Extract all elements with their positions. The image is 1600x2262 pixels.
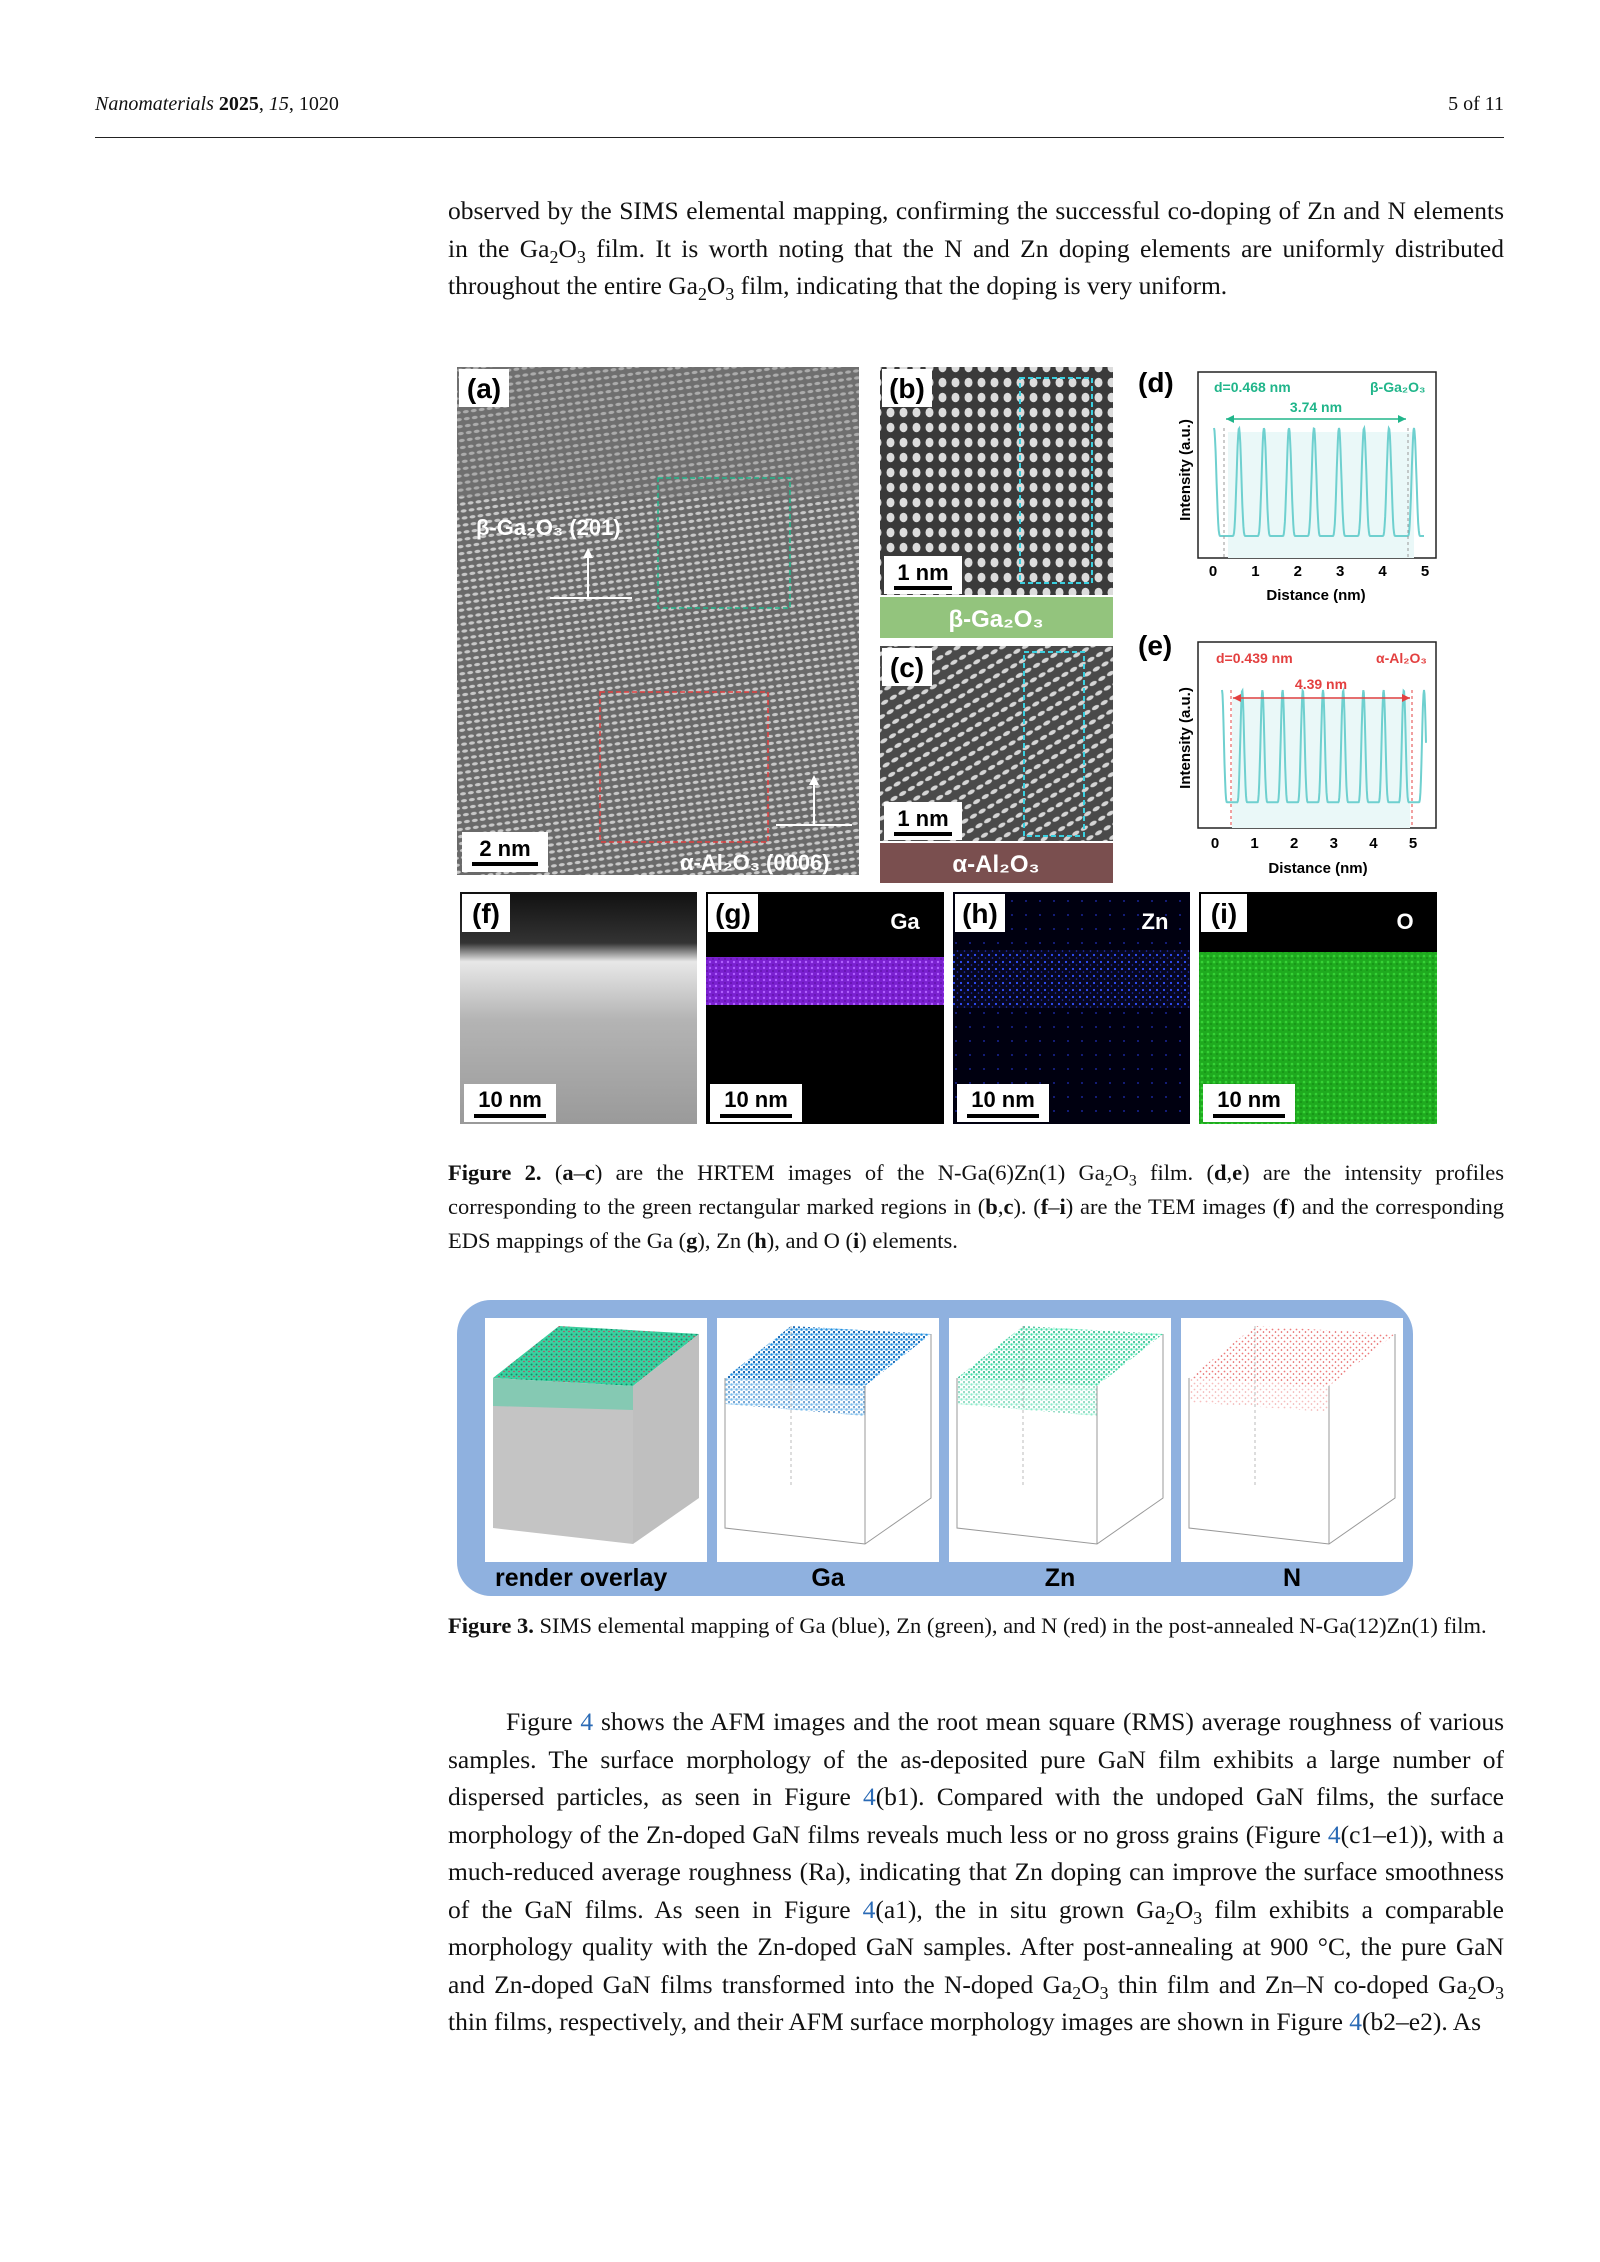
- figure-3-caption: Figure 3. SIMS elemental mapping of Ga (blue), Zn (green), and N (red) in the post-annealed N-Ga(12)Zn(1) film.: [448, 1613, 1487, 1638]
- sims-panel-n: [1181, 1318, 1403, 1592]
- panel-g-element: Ga: [890, 909, 920, 934]
- panel-i-element: O: [1396, 909, 1414, 934]
- figure-ref-link[interactable]: 4: [1349, 2007, 1363, 2036]
- panel-d-span: 3.74 nm: [1289, 399, 1343, 415]
- panel-a-hrtem: [457, 367, 859, 875]
- panel-b-scale: 1 nm: [897, 560, 949, 585]
- panel-d-tick: 0: [1208, 563, 1218, 580]
- panel-h-label: (h): [962, 898, 998, 929]
- sims-panel-zn: [949, 1318, 1171, 1592]
- panel-d-tick: 3: [1336, 563, 1345, 580]
- figure-ref-link[interactable]: 4: [1327, 1819, 1341, 1849]
- panel-c-label: (c): [889, 652, 925, 683]
- sims-label-n: N: [1282, 1564, 1302, 1592]
- figure-2-caption: Figure 2. (a–c) are the HRTEM images of the N-Ga(6)Zn(1) $Ga_2O_3$ film. (d,e) are the intensity profiles corresponding to the green rectangular marked regions in (b,c). (f–i) are the TEM images (f) and the corresponding EDS mappings of the Ga (g), Zn (h), and O (i) elements.: [448, 1160, 1504, 1253]
- panel-e-tick: 1: [1250, 835, 1259, 852]
- panel-e-tick: 0: [1210, 835, 1220, 852]
- page-number: 5 of 11: [1448, 93, 1504, 115]
- panel-e-profile: [1138, 630, 1436, 877]
- panel-f-tem: [460, 892, 697, 1124]
- panel-d-spacing: d=0.468 nm: [1214, 379, 1291, 395]
- panel-d-tick: 5: [1420, 563, 1430, 580]
- panel-d-phase: β-Ga₂O₃: [1370, 379, 1426, 395]
- panel-i-scale: 10 nm: [1217, 1087, 1281, 1112]
- panel-d-tick: 1: [1251, 563, 1260, 580]
- figure-ref-link[interactable]: 4: [862, 1894, 876, 1924]
- panel-a-label: (a): [466, 373, 502, 404]
- panel-a-plane-bottom: α-Al₂O₃ (0006): [680, 850, 830, 875]
- panel-i-eds-o: [1199, 892, 1437, 1124]
- sims-label-ga: Ga: [811, 1564, 845, 1592]
- intro-paragraph: observed by the SIMS elemental mapping, confirming the successful co-doping of Zn and N elements in the $Ga_2O_3$ film. It is worth noting that the N and Zn doping elements are uniformly distributed throughout the entire $Ga_2O_3$ film, indicating that the doping is very uniform.: [448, 196, 1504, 305]
- panel-g-eds-ga: [706, 892, 944, 1124]
- panel-c-banner: α-Al₂O₃: [952, 851, 1040, 878]
- panel-e-ylabel: Intensity (a.u.): [1177, 687, 1194, 789]
- panel-g-label: (g): [715, 898, 751, 929]
- panel-c-scale: 1 nm: [897, 806, 949, 831]
- panel-f-label: (f): [472, 898, 500, 929]
- panel-h-element: Zn: [1141, 909, 1169, 934]
- panel-h-scale: 10 nm: [971, 1087, 1035, 1112]
- panel-g-scale: 10 nm: [724, 1087, 788, 1112]
- figure-3: [455, 1298, 1415, 1598]
- panel-b-hrtem: [880, 367, 1113, 638]
- panel-e-label: (e): [1138, 630, 1173, 661]
- body-paragraph-afm: Figure 4 shows the AFM images and the root mean square (RMS) average roughness of various samples. The surface morphology of the as-deposited pure GaN film exhibits a large number of dispersed particles, as seen in Figure 4(b1). Compared with the undoped GaN films, the surface morphology of the Zn-doped GaN films reveals much less or no gross grains (Figure 4(c1–e1)), with a much-reduced average roughness (Ra), indicating that Zn doping can improve the surface smoothness of the GaN films. As seen in Figure 4(a1), the in situ grown $Ga_2O_3$ film exhibits a comparable morphology quality with the Zn-doped GaN samples. After post-annealing at 900 °C, the pure GaN and Zn-doped GaN films transformed into the N-doped $Ga_2O_3$ thin film and Zn–N co-doped $Ga_2O_3$ thin films, respectively, and their AFM surface morphology images are shown in Figure 4(b2–e2). As: [448, 1707, 1505, 2036]
- figure-ref-link[interactable]: 4: [862, 1782, 876, 1811]
- panel-d-profile: [1138, 367, 1436, 604]
- panel-e-tick: 3: [1329, 835, 1338, 852]
- running-header-journal: Nanomaterials 2025, 15, 1020: [95, 93, 339, 115]
- panel-e-tick: 4: [1369, 835, 1378, 852]
- panel-e-xlabel: Distance (nm): [1268, 860, 1368, 877]
- panel-e-span: 4.39 nm: [1294, 676, 1348, 692]
- sims-label-overlay: render overlay: [495, 1564, 668, 1592]
- panel-e-spacing: d=0.439 nm: [1216, 650, 1293, 666]
- panel-d-tick: 4: [1378, 563, 1387, 580]
- sims-panel-overlay: [485, 1318, 707, 1592]
- panel-e-phase: α-Al₂O₃: [1376, 650, 1427, 666]
- sims-panel-ga: [717, 1318, 939, 1592]
- panel-d-ylabel: Intensity (a.u.): [1177, 419, 1194, 521]
- panel-b-label: (b): [889, 373, 925, 404]
- panel-e-tick: 5: [1408, 835, 1418, 852]
- panel-c-hrtem: [880, 646, 1113, 883]
- figure-ref-link[interactable]: 4: [580, 1707, 594, 1736]
- panel-a-scale: 2 nm: [479, 836, 531, 861]
- panel-d-label: (d): [1138, 367, 1174, 398]
- sims-label-zn: Zn: [1044, 1564, 1076, 1592]
- panel-h-eds-zn: [953, 892, 1190, 1124]
- panel-d-tick: 2: [1293, 563, 1302, 580]
- panel-d-xlabel: Distance (nm): [1266, 587, 1366, 604]
- panel-e-tick: 2: [1290, 835, 1299, 852]
- panel-b-banner: β-Ga₂O₃: [948, 606, 1044, 633]
- panel-a-plane-top: β-Ga₂O₃ (2̄01): [476, 515, 621, 540]
- panel-f-scale: 10 nm: [478, 1087, 542, 1112]
- panel-i-label: (i): [1210, 898, 1238, 929]
